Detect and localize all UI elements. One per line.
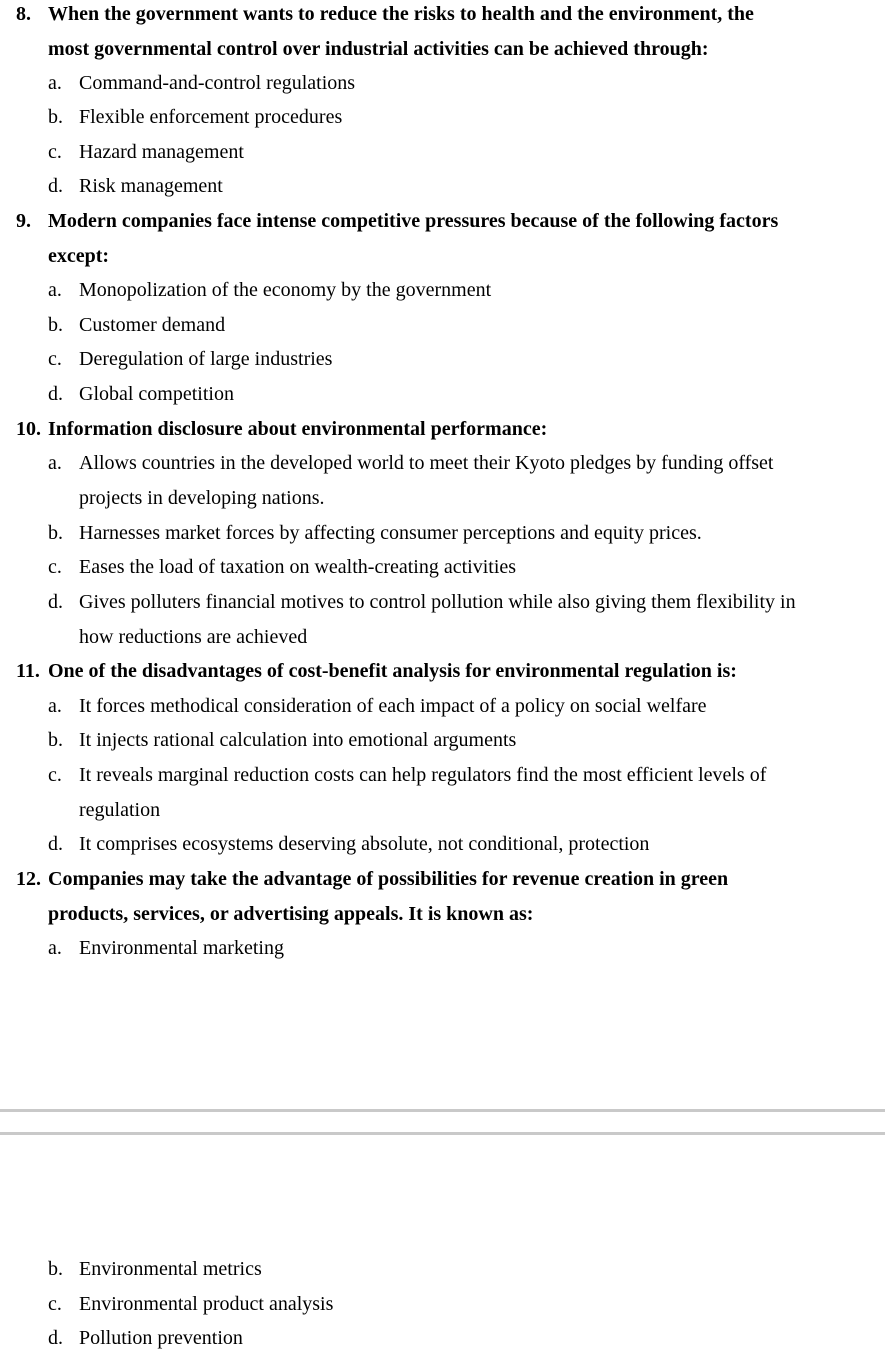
option-label: a. [48, 452, 62, 474]
option-text: Allows countries in the developed world to meet their Kyoto pledges by funding offset [79, 452, 774, 474]
question-number: 8. [16, 3, 31, 25]
option-label: b. [48, 314, 63, 336]
option-text: projects in developing nations. [79, 487, 325, 509]
question-text-line: Information disclosure about environmental performance: [48, 418, 548, 440]
option-text: Pollution prevention [79, 1327, 243, 1349]
option-label: c. [48, 764, 62, 786]
option-label: a. [48, 937, 62, 959]
option-text: Global competition [79, 383, 234, 405]
option-text: Risk management [79, 175, 223, 197]
option-label: c. [48, 141, 62, 163]
option-text: Eases the load of taxation on wealth-creating activities [79, 556, 517, 578]
option-label: a. [48, 695, 62, 717]
option-text: It reveals marginal reduction costs can help regulators find the most efficient levels of [79, 764, 767, 786]
option-text: Harnesses market forces by affecting consumer perceptions and equity prices. [79, 522, 702, 544]
question-text-line: products, services, or advertising appeals. It is known as: [48, 903, 534, 925]
option-text: Customer demand [79, 314, 226, 336]
option-label: d. [48, 175, 63, 197]
option-text: Environmental marketing [79, 937, 284, 959]
question-text-line: except: [48, 245, 110, 267]
option-label: c. [48, 556, 62, 578]
option-text: Hazard management [79, 141, 244, 163]
option-label: b. [48, 522, 63, 544]
option-text: Environmental product analysis [79, 1293, 334, 1315]
option-text: Gives polluters financial motives to control pollution while also giving them flexibility in [79, 591, 796, 613]
option-label: d. [48, 591, 63, 613]
question-number: 10. [16, 418, 41, 440]
option-label: a. [48, 279, 62, 301]
option-text: It comprises ecosystems deserving absolute, not conditional, protection [79, 833, 650, 855]
option-text: regulation [79, 799, 161, 821]
option-label: b. [48, 106, 63, 128]
page-break-divider [0, 1109, 885, 1135]
option-label: a. [48, 72, 62, 94]
option-text: Command-and-control regulations [79, 72, 356, 94]
option-text: It injects rational calculation into emotional arguments [79, 729, 517, 751]
option-label: b. [48, 1258, 63, 1280]
option-text: Monopolization of the economy by the government [79, 279, 492, 301]
question-text-line: When the government wants to reduce the risks to health and the environment, the [48, 3, 754, 25]
option-label: d. [48, 383, 63, 405]
question-text-line: Companies may take the advantage of possibilities for revenue creation in green [48, 868, 729, 890]
option-label: b. [48, 729, 63, 751]
question-number: 11. [16, 660, 40, 682]
option-text: how reductions are achieved [79, 626, 308, 648]
question-number: 9. [16, 210, 31, 232]
question-number: 12. [16, 868, 41, 890]
option-text: Environmental metrics [79, 1258, 262, 1280]
option-label: c. [48, 348, 62, 370]
option-label: d. [48, 833, 63, 855]
option-text: Deregulation of large industries [79, 348, 333, 370]
option-text: Flexible enforcement procedures [79, 106, 343, 128]
option-label: d. [48, 1327, 63, 1349]
question-text-line: most governmental control over industrial activities can be achieved through: [48, 38, 709, 60]
question-text-line: One of the disadvantages of cost-benefit analysis for environmental regulation is: [48, 660, 737, 682]
option-label: c. [48, 1293, 62, 1315]
question-text-line: Modern companies face intense competitive pressures because of the following factors [48, 210, 779, 232]
option-text: It forces methodical consideration of each impact of a policy on social welfare [79, 695, 707, 717]
